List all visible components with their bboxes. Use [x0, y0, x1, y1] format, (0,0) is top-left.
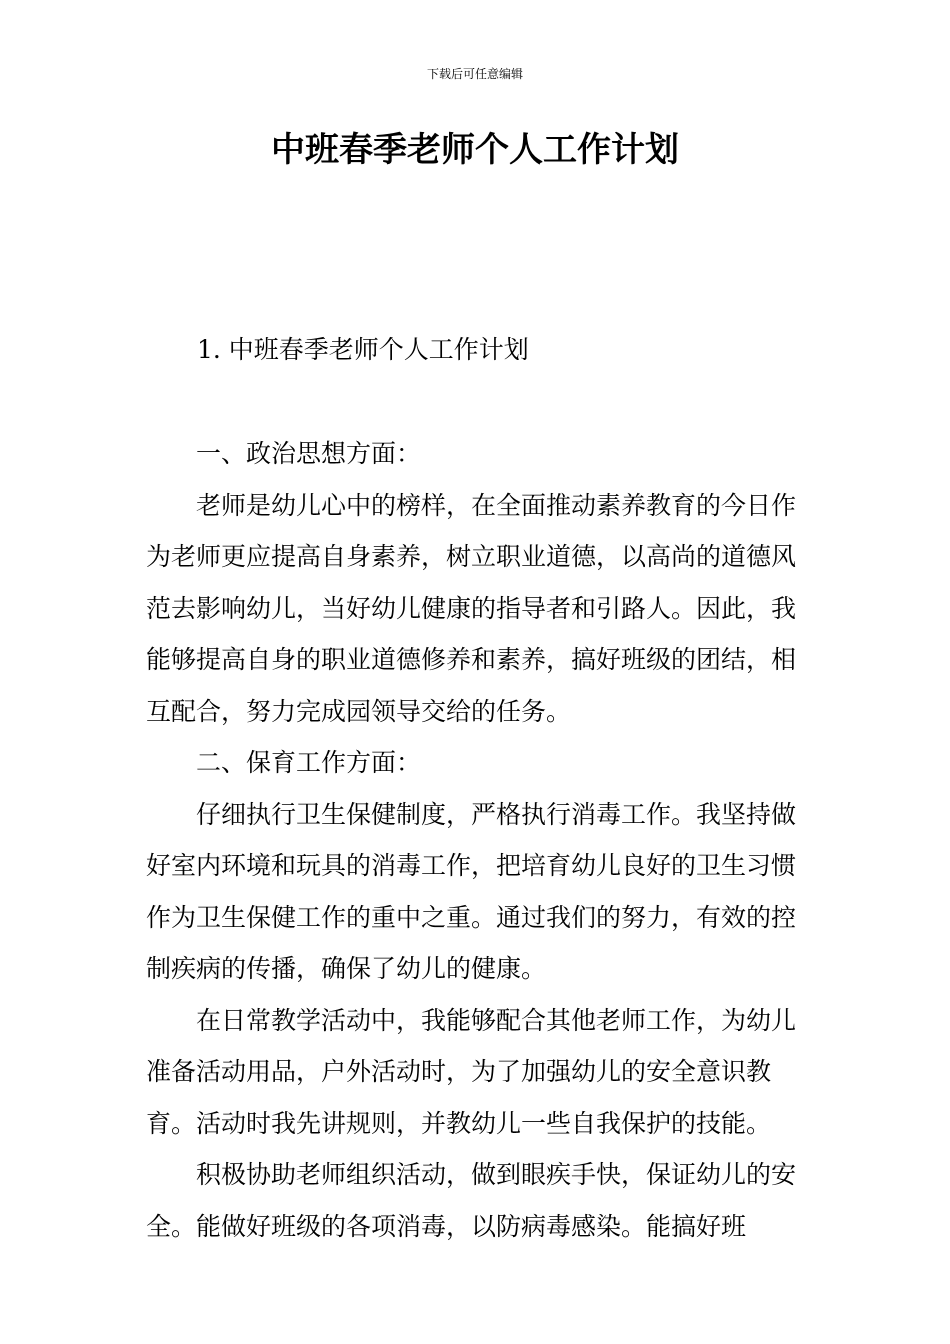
- document-body: [146, 428, 808, 1252]
- heading-politics: 一、政治思想方面：: [196, 439, 422, 468]
- paragraph-daily-teaching: 在日常教学活动中，我能够配合其他老师工作，为幼儿准备活动用品，户外活动时，为了加强幼儿的安全意识教育。活动时我先讲规则，并教幼儿一些自我保护的技能。: [146, 1005, 797, 1138]
- paragraph-assist-teacher: 积极协助老师组织活动，做到眼疾手快，保证幼儿的安全。能做好班级的各项消毒，以防病毒感染。能搞好班: [146, 1160, 797, 1241]
- section-subtitle: 1. 中班春季老师个人工作计划: [197, 335, 529, 364]
- document-title: 中班春季老师个人工作计划: [271, 130, 679, 170]
- header-note: 下载后可任意编辑: [426, 67, 523, 81]
- heading-childcare: 二、保育工作方面：: [196, 748, 422, 777]
- paragraph-hygiene: 仔细执行卫生保健制度，严格执行消毒工作。我坚持做好室内环境和玩具的消毒工作，把培育幼儿良好的卫生习惯作为卫生保健工作的重中之重。通过我们的努力，有效的控制疾病的传播，确保了幼儿的健康。: [146, 799, 797, 983]
- paragraph-politics: 老师是幼儿心中的榜样，在全面推动素养教育的今日作为老师更应提高自身素养，树立职业道德，以高尚的道德风范去影响幼儿，当好幼儿健康的指导者和引路人。因此，我能够提高自身的职业道德修养和素养，搞好班级的团结，相互配合，努力完成园领导交给的任务。: [146, 490, 797, 726]
